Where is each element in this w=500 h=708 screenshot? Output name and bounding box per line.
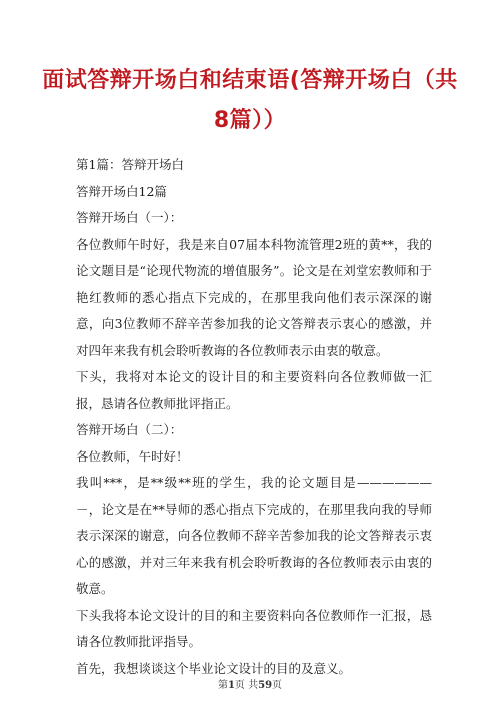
paragraph: 我叫***，是**级**班的学生，我的论文题目是——————－，论文是在**导师的悉心指点下完成的，在那里我向我的导师表示深深的谢意，向各位教师不辞辛苦参加我的论文答辩表示衷心的感激，并对三年来我有机会聆听教诲的各位教师表示由衷的敬意。: [76, 475, 432, 596]
footer-suffix: 页: [272, 680, 283, 691]
total-page-count: 59: [258, 680, 273, 691]
paragraph: 首先，我想谈谈这个毕业论文设计的目的及意义。: [76, 660, 352, 676]
footer-middle: 页 共: [234, 680, 259, 691]
subsection-heading: 答辩开场白（一）：: [76, 210, 183, 225]
paragraph: 下头，我将对本论文的设计目的和主要资料向各位教师做一汇报，恳请各位教师批评指正。: [76, 369, 432, 411]
paragraph: 各位教师午时好，我是来自07届本科物流管理2班的黄**，我的论文题目是“论现代物流的增值服务”。论文是在刘堂宏教师和于艳红教师的悉心指点下完成的，在那里我向他们表示深深的谢意，向3位教师不辞辛苦参加我的论文答辩表示衷心的感激，并对四年来我有机会聆听教诲的各位教师表示由衷的敬意。: [76, 236, 432, 358]
greeting: 各位教师，午时好！: [76, 448, 189, 464]
page-footer: [0, 676, 500, 691]
subtitle: 答辩开场白12篇: [76, 183, 167, 199]
current-page-number: 1: [227, 680, 235, 691]
document-title: [40, 62, 460, 140]
footer-prefix: 第: [217, 680, 228, 691]
document-body: [76, 152, 432, 682]
section-heading: 第1篇：答辩开场白: [76, 157, 184, 172]
subsection-heading: 答辩开场白（二）：: [76, 422, 183, 437]
title-line-2: 8篇））: [213, 108, 287, 133]
title-line-1: 面试答辩开场白和结束语(答辩开场白（共: [42, 68, 458, 93]
paragraph: 下头我将本论文设计的目的和主要资料向各位教师作一汇报，恳请各位教师批评指导。: [76, 607, 432, 649]
